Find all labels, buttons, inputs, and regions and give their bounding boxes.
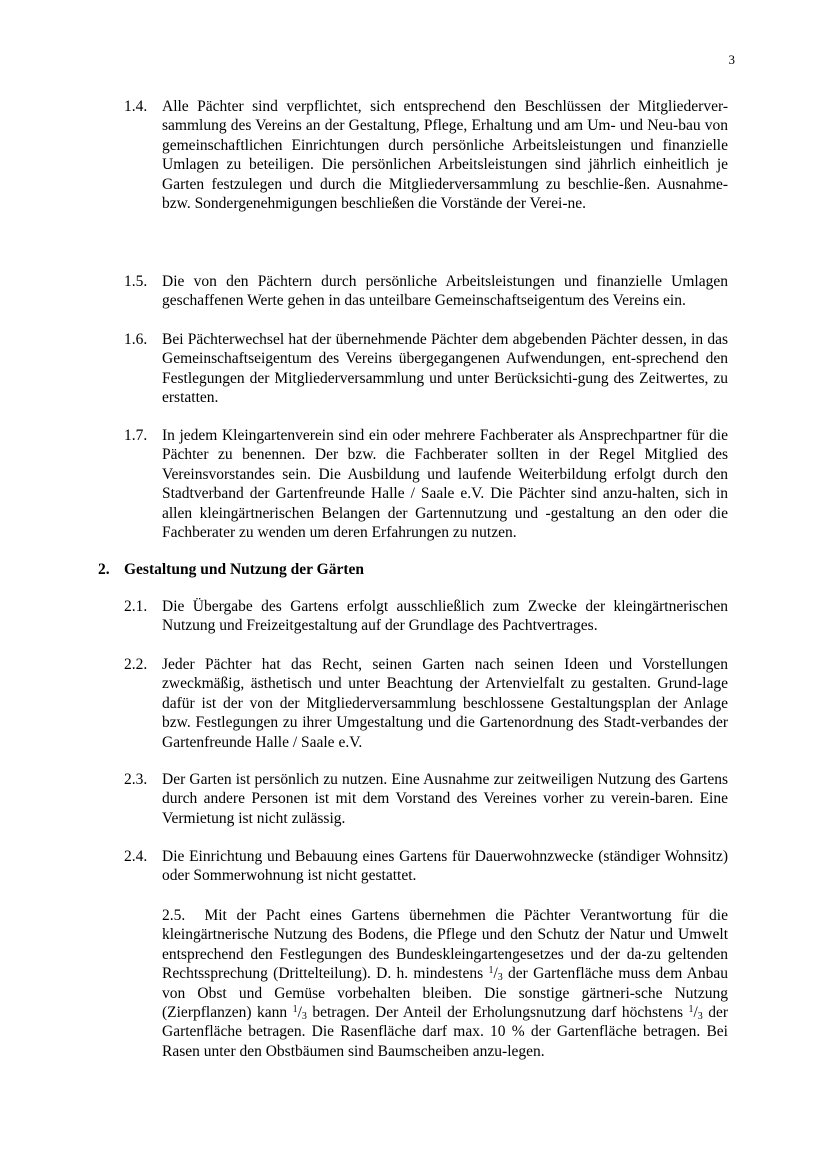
item-text-part3: betragen. Der Anteil der Erholungsnutzung darf höchstens xyxy=(312,1004,683,1022)
fraction-numerator: 1 xyxy=(488,965,494,977)
item-2-1 xyxy=(124,597,728,636)
item-text: Der Garten ist persönlich zu nutzen. Eine Ausnahme zur zeitweiligen Nutzung des Gartens durch andere Personen ist mit dem Vorstand des Vereines vorher zu verein-baren. Eine Vermietung ist nicht zulässig. xyxy=(162,771,728,827)
item-text: Die Übergabe des Gartens erfolgt ausschließlich zum Zwecke der kleingärtnerischen Nutzung und Freizeitgestaltung auf der Grundlage des Pachtvertrages. xyxy=(162,598,728,635)
item-number: 1.5. xyxy=(124,273,148,290)
section-title: Gestaltung und Nutzung der Gärten xyxy=(124,561,364,578)
item-text-part4: der Gartenfläche betragen. Die Rasenfläche darf max. 10 % der Gartenfläche betragen. Bei Rasen unter den Obstbäumen sind Baumscheiben anzu-legen. xyxy=(162,1004,729,1060)
page-number: 3 xyxy=(728,52,735,67)
item-2-5: 2.5. Mit der Pacht eines Gartens übernehmen die Pächter Verantwortung für die kleingärtnerische Nutzung des Bodens, die Pflege und den Schutz der Natur und Umwelt entsprechend den Festlegungen des Bundeskleingartengesetzes und der da-zu geltenden Rechtssprechung (Drittelteilung). D. h. mindestens $^1/_3$ der Gartenfläche muss dem Anbau von Obst und Gemüse vorbehalten bleiben. Die sonstige gärtneri-sche Nutzung (Zierpflanzen) kann $^1/_3$ betragen. Der Anteil der Erholungsnutzung darf höchstens $^1/_3$ der Gartenfläche betragen. Die Rasenfläche darf max. 10 % der Gartenfläche betragen. Bei Rasen unter den Obstbäumen sind Baumscheiben anzu-legen. xyxy=(162,907,729,1060)
item-text-part2: der Gartenfläche muss dem Anbau von Obst und Gemüse vorbehalten bleiben. Die sonstige gärtneri-sche Nutzung (Zierpflanzen) kann xyxy=(162,965,728,1022)
fraction-denominator: 3 xyxy=(697,1011,703,1023)
item-number: 2.2. xyxy=(124,656,148,673)
item-text: Bei Pächterwechsel hat der übernehmende Pächter dem abgebenden Pächter dessen, in das Gemeinschaftseigentum des Vereins übergegangenen Aufwendungen, ent-sprechend den Festlegungen der Mitgliederversammlung und unter Berücksichti-gung des Zeitwertes, zu erstatten. xyxy=(162,331,728,407)
item-number: 2.5. xyxy=(162,907,186,924)
section-heading xyxy=(98,560,364,579)
item-text: Alle Pächter sind verpflichtet, sich entsprechend den Beschlüssen der Mitgliederver-sammlung des Vereins an der Gestaltung, Pflege, Erhaltung und am Um- und Neu-bau von gemeinschaftlichen Einrichtungen durch persönliche Arbeitsleistungen und finanzielle Umlagen zu beteiligen. Die persönlichen Arbeitsleistungen sind jährlich einheitlich je Garten festzulegen und durch die Mitgliederversammlung zu beschlie-ßen. Ausnahme- bzw. Sondergenehmigungen beschließen die Vorstände der Verei-ne. xyxy=(162,98,728,213)
item-number: 1.7. xyxy=(124,427,148,444)
item-number: 2.3. xyxy=(124,771,148,788)
item-text: Die Einrichtung und Bebauung eines Gartens für Dauerwohnzwecke (ständiger Wohnsitz) oder Sommerwohnung ist nicht gestattet. xyxy=(162,848,728,885)
item-text-part1: Mit der Pacht eines Gartens übernehmen die Pächter Verantwortung für die kleingärtnerische Nutzung des Bodens, die Pflege und den Schutz der Natur und Umwelt entsprechend den Festlegungen des Bundeskleingartengesetzes und der da-zu geltenden Rechtssprechung (Drittelteilung). D. h. mindestens xyxy=(162,907,728,983)
fraction-denominator: 3 xyxy=(497,972,503,984)
item-number: 2.1. xyxy=(124,598,148,615)
item-text: In jedem Kleingartenverein sind ein oder mehrere Fachberater als Ansprechpartner für die Pächter zu benennen. Der bzw. die Fachberater sollten in der Regel Mitglied des Vereinsvorstandes sein. Die Ausbildung und laufende Weiterbildung erfolgt durch den Stadtverband der Gartenfreunde Halle / Saale e.V. Die Pächter sind anzu-halten, sich in allen kleingärtnerischen Belangen der Gartennutzung und -gestaltung an den oder die Fachberater zu wenden um deren Erfahrungen zu nutzen. xyxy=(162,427,728,542)
item-2-4 xyxy=(124,847,728,886)
fraction-denominator: 3 xyxy=(301,1011,307,1023)
item-number: 2.4. xyxy=(124,848,148,865)
item-text: Jeder Pächter hat das Recht, seinen Garten nach seinen Ideen und Vorstellungen zweckmäßig, ästhetisch und unter Beachtung der Artenvielfalt zu gestalten. Grund-lage dafür ist der von der Mitgliederversammlung beschlossene Gestaltungsplan der Anlage bzw. Festlegungen zu ihrer Umgestaltung und die Gartenordnung des Stadt-verbandes der Gartenfreunde Halle / Saale e.V. xyxy=(162,656,728,751)
item-2-3 xyxy=(124,770,728,828)
item-2-2 xyxy=(124,655,728,752)
item-number: 1.6. xyxy=(124,331,148,348)
item-1-5 xyxy=(124,272,728,311)
section-number: 2. xyxy=(98,561,110,578)
item-1-7 xyxy=(124,426,728,542)
item-text: Die von den Pächtern durch persönliche Arbeitsleistungen und finanzielle Umlagen geschaffenen Werte gehen in das unteilbare Gemeinschaftseigentum des Vereins ein. xyxy=(162,273,728,310)
item-1-6 xyxy=(124,330,728,408)
fraction-numerator: 1 xyxy=(292,1004,298,1016)
fraction-numerator: 1 xyxy=(688,1004,694,1016)
item-1-4 xyxy=(124,97,728,213)
item-number: 1.4. xyxy=(124,98,148,115)
